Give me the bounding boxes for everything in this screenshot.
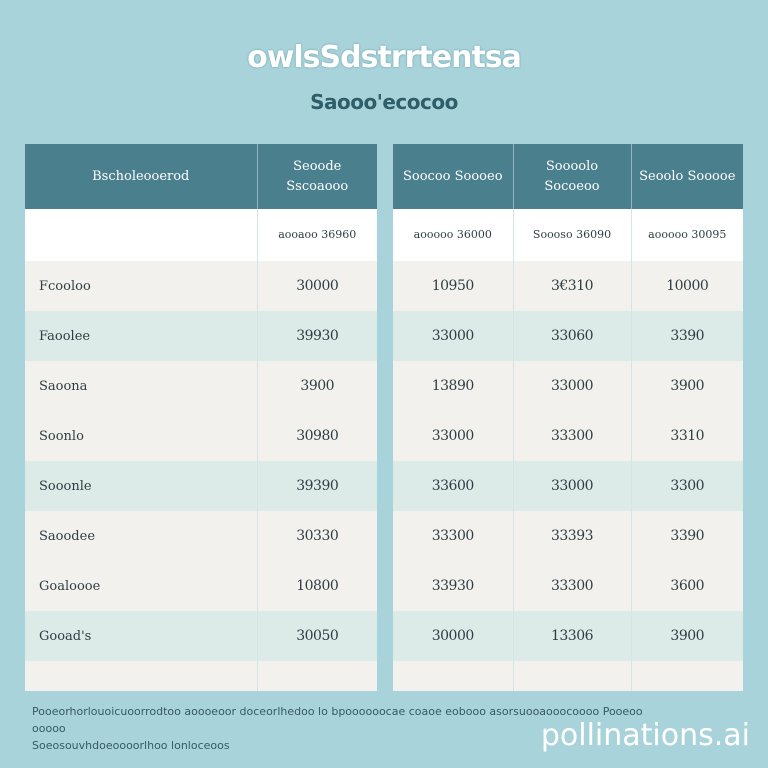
table-row xyxy=(25,361,377,411)
table-cell: 10800 xyxy=(257,561,377,611)
unit-cell: aooooo 36000 xyxy=(393,209,513,261)
table-cell: 3310 xyxy=(631,411,743,461)
table-row xyxy=(393,561,743,611)
header-row xyxy=(393,144,743,209)
table-row xyxy=(393,311,743,361)
table-cell: 33000 xyxy=(393,411,513,461)
unit-row xyxy=(393,209,743,261)
table-row xyxy=(25,461,377,511)
table-cell: 30330 xyxy=(257,511,377,561)
table-cell: 33600 xyxy=(393,461,513,511)
table-cell: 3390 xyxy=(631,311,743,361)
table-cell: 33060 xyxy=(513,311,631,361)
table-cell: 10950 xyxy=(393,261,513,311)
table-cell: 33300 xyxy=(393,511,513,561)
row-label: Saoona xyxy=(25,361,257,411)
page-subtitle: Saooo'ecocoo xyxy=(310,90,458,114)
unit-row xyxy=(25,209,377,261)
table-cell: 33930 xyxy=(393,561,513,611)
row-label: Faoolee xyxy=(25,311,257,361)
table-cell: 30980 xyxy=(257,411,377,461)
table-cell: 3300 xyxy=(631,461,743,511)
table-cell: 10000 xyxy=(631,261,743,311)
column-header: Seoolo Sooooe xyxy=(631,144,743,209)
row-label: Sooonle xyxy=(25,461,257,511)
column-header: Soocoo Soooeo xyxy=(393,144,513,209)
table-cell: 39930 xyxy=(257,311,377,361)
table-cell: 13306 xyxy=(513,611,631,661)
empty-row xyxy=(393,661,743,691)
table-cell: 13890 xyxy=(393,361,513,411)
table-row xyxy=(393,261,743,311)
table-row xyxy=(25,561,377,611)
table-row xyxy=(25,611,377,661)
unit-cell: aooooo 30095 xyxy=(631,209,743,261)
table-cell: 3€310 xyxy=(513,261,631,311)
table-cell: 30000 xyxy=(257,261,377,311)
footnote-line: Pooeorhorlouoicuoorrodtoo aoooeoor doceorlhedoo lo bpoooooocae coaoe eobooo asorsuooaooocoooo Pooeoo ooooo xyxy=(32,705,643,735)
table-cell: 33393 xyxy=(513,511,631,561)
column-header: Bscholeooerod xyxy=(25,144,257,209)
table-cell: 3900 xyxy=(631,361,743,411)
right-table xyxy=(393,144,743,691)
table-cell: 33000 xyxy=(393,311,513,361)
empty-row xyxy=(25,661,377,691)
table-row xyxy=(25,261,377,311)
unit-cell xyxy=(25,209,257,261)
table-cell: 33300 xyxy=(513,411,631,461)
footnote-line: Soeosouvhdoeoooorlhoo lonloceoos xyxy=(32,739,230,752)
table-cell: 33000 xyxy=(513,461,631,511)
table-cell: 33000 xyxy=(513,361,631,411)
table-cell: 3900 xyxy=(257,361,377,411)
page-title: owlsSdstrrtentsa xyxy=(247,40,521,75)
row-label: Soonlo xyxy=(25,411,257,461)
unit-cell: aooaoo 36960 xyxy=(257,209,377,261)
table-row xyxy=(25,311,377,361)
table-row xyxy=(393,511,743,561)
table-cell: 3600 xyxy=(631,561,743,611)
table-row xyxy=(25,511,377,561)
unit-cell: Soooso 36090 xyxy=(513,209,631,261)
table-cell: 33300 xyxy=(513,561,631,611)
table-row xyxy=(25,411,377,461)
row-label: Gooad's xyxy=(25,611,257,661)
table-cell: 39390 xyxy=(257,461,377,511)
row-label: Goaloooe xyxy=(25,561,257,611)
table-cell: 30000 xyxy=(393,611,513,661)
table-row xyxy=(393,611,743,661)
table-row xyxy=(393,411,743,461)
column-header: Seoode Sscoaooo xyxy=(257,144,377,209)
header-row xyxy=(25,144,377,209)
row-label: Saoodee xyxy=(25,511,257,561)
row-label: Fcooloo xyxy=(25,261,257,311)
left-table xyxy=(25,144,377,691)
watermark: pollinations.ai xyxy=(540,718,750,753)
table-cell: 30050 xyxy=(257,611,377,661)
table-row xyxy=(393,361,743,411)
table-cell: 3390 xyxy=(631,511,743,561)
table-cell: 3900 xyxy=(631,611,743,661)
column-header: Soooolo Socoeoo xyxy=(513,144,631,209)
table-row xyxy=(393,461,743,511)
